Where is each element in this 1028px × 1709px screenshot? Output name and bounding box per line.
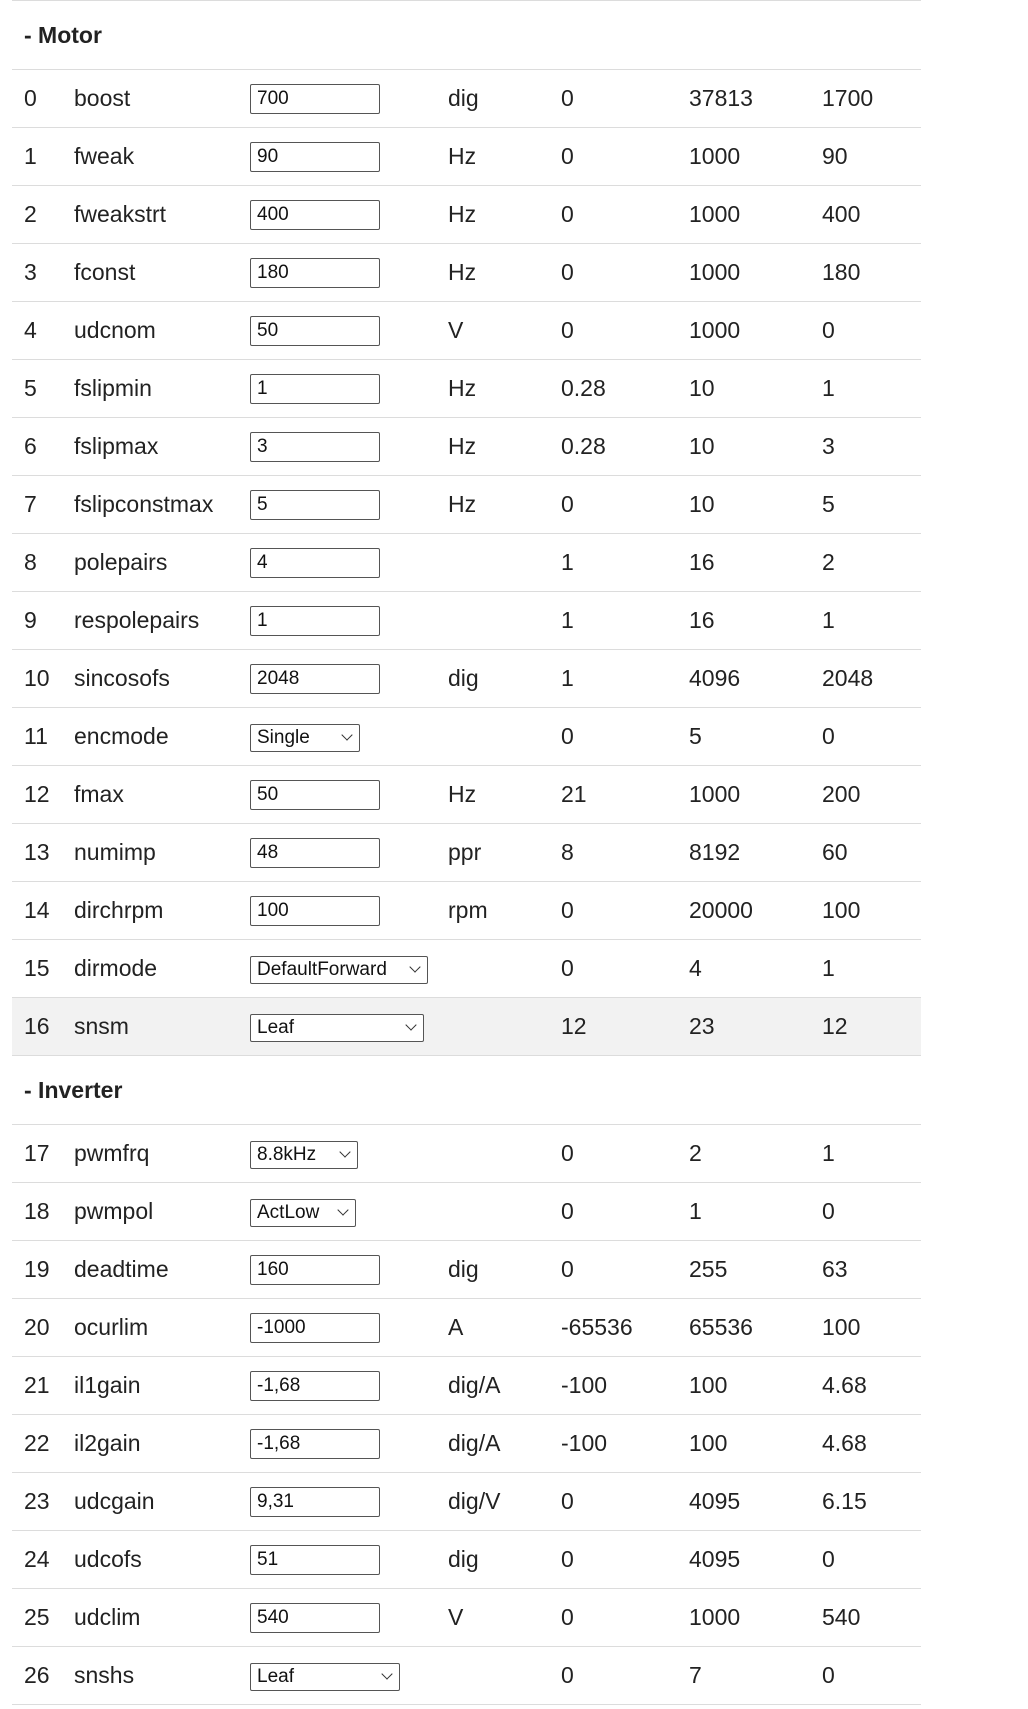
param-value-cell — [238, 476, 436, 534]
param-default: 6.15 — [810, 1473, 921, 1531]
param-index: 8 — [12, 534, 62, 592]
param-max: 4 — [677, 940, 810, 998]
param-max: 16 — [677, 534, 810, 592]
table-row — [12, 302, 921, 360]
param-value-input[interactable] — [250, 316, 380, 346]
param-value-cell — [238, 186, 436, 244]
table-row — [12, 1531, 921, 1589]
chevron-down-icon — [409, 961, 420, 972]
parameter-table — [12, 0, 921, 1705]
param-unit: A — [436, 1299, 549, 1357]
category-row — [12, 1, 921, 70]
param-value-select[interactable] — [250, 1014, 424, 1042]
param-unit — [436, 1647, 549, 1705]
param-value-cell — [238, 650, 436, 708]
param-unit — [436, 1125, 549, 1183]
param-min: 0 — [549, 476, 677, 534]
param-default: 12 — [810, 998, 921, 1056]
param-index: 7 — [12, 476, 62, 534]
param-max: 7 — [677, 1647, 810, 1705]
param-max: 10 — [677, 418, 810, 476]
param-index: 12 — [12, 766, 62, 824]
param-default: 63 — [810, 1241, 921, 1299]
param-value-cell — [238, 534, 436, 592]
param-max: 37813 — [677, 70, 810, 128]
param-name: respolepairs — [62, 592, 238, 650]
param-value-input[interactable] — [250, 548, 380, 578]
param-index: 11 — [12, 708, 62, 766]
param-default: 400 — [810, 186, 921, 244]
table-row — [12, 128, 921, 186]
param-value-select[interactable] — [250, 724, 360, 752]
param-name: dirchrpm — [62, 882, 238, 940]
param-value-cell — [238, 70, 436, 128]
param-min: 21 — [549, 766, 677, 824]
table-row — [12, 824, 921, 882]
param-min: 8 — [549, 824, 677, 882]
param-unit: dig — [436, 70, 549, 128]
param-default: 1 — [810, 1125, 921, 1183]
param-unit: Hz — [436, 476, 549, 534]
param-name: snshs — [62, 1647, 238, 1705]
param-min: 1 — [549, 650, 677, 708]
select-value: Leaf — [257, 1665, 294, 1687]
param-name: dirmode — [62, 940, 238, 998]
table-row — [12, 1125, 921, 1183]
param-index: 26 — [12, 1647, 62, 1705]
param-default: 3 — [810, 418, 921, 476]
param-index: 15 — [12, 940, 62, 998]
param-name: pwmfrq — [62, 1125, 238, 1183]
param-max: 16 — [677, 592, 810, 650]
table-row — [12, 186, 921, 244]
table-row — [12, 360, 921, 418]
param-unit: ppr — [436, 824, 549, 882]
select-value: DefaultForward — [257, 958, 387, 980]
param-max: 2 — [677, 1125, 810, 1183]
param-value-cell — [238, 244, 436, 302]
param-max: 4095 — [677, 1531, 810, 1589]
param-value-input[interactable] — [250, 374, 380, 404]
param-index: 9 — [12, 592, 62, 650]
param-unit: Hz — [436, 766, 549, 824]
param-value-select[interactable] — [250, 1199, 356, 1227]
param-unit — [436, 998, 549, 1056]
param-min: 0 — [549, 940, 677, 998]
param-index: 6 — [12, 418, 62, 476]
param-min: 0.28 — [549, 360, 677, 418]
param-unit: dig/A — [436, 1415, 549, 1473]
category-title: - Inverter — [12, 1056, 921, 1125]
param-default: 1 — [810, 592, 921, 650]
param-index: 22 — [12, 1415, 62, 1473]
param-value-cell — [238, 998, 436, 1056]
table-row — [12, 476, 921, 534]
param-unit: rpm — [436, 882, 549, 940]
param-max: 5 — [677, 708, 810, 766]
param-index: 19 — [12, 1241, 62, 1299]
param-min: 1 — [549, 592, 677, 650]
param-max: 1000 — [677, 766, 810, 824]
param-unit: V — [436, 1589, 549, 1647]
param-value-input[interactable] — [250, 1313, 380, 1343]
table-row — [12, 998, 921, 1056]
param-unit: Hz — [436, 244, 549, 302]
table-row — [12, 1183, 921, 1241]
param-value-input[interactable] — [250, 780, 380, 810]
param-name: sincosofs — [62, 650, 238, 708]
param-value-cell — [238, 1589, 436, 1647]
table-row — [12, 244, 921, 302]
param-min: -65536 — [549, 1299, 677, 1357]
param-max: 65536 — [677, 1299, 810, 1357]
chevron-down-icon — [339, 1146, 350, 1157]
param-value-select[interactable] — [250, 956, 428, 984]
param-name: udcnom — [62, 302, 238, 360]
param-max: 10 — [677, 360, 810, 418]
param-unit — [436, 708, 549, 766]
param-index: 21 — [12, 1357, 62, 1415]
param-name: fweakstrt — [62, 186, 238, 244]
param-min: 0 — [549, 708, 677, 766]
param-name: encmode — [62, 708, 238, 766]
param-index: 0 — [12, 70, 62, 128]
param-name: pwmpol — [62, 1183, 238, 1241]
param-value-cell — [238, 824, 436, 882]
param-default: 2 — [810, 534, 921, 592]
param-name: fconst — [62, 244, 238, 302]
param-default: 180 — [810, 244, 921, 302]
param-value-cell — [238, 708, 436, 766]
param-unit: dig/V — [436, 1473, 549, 1531]
param-default: 90 — [810, 128, 921, 186]
chevron-down-icon — [381, 1668, 392, 1679]
select-value: Leaf — [257, 1016, 294, 1038]
table-row — [12, 70, 921, 128]
category-title: - Motor — [12, 1, 921, 70]
table-row — [12, 708, 921, 766]
param-default: 100 — [810, 882, 921, 940]
param-max: 10 — [677, 476, 810, 534]
param-default: 200 — [810, 766, 921, 824]
param-max: 1000 — [677, 186, 810, 244]
param-min: 12 — [549, 998, 677, 1056]
param-name: fmax — [62, 766, 238, 824]
param-value-cell — [238, 1241, 436, 1299]
param-default: 1 — [810, 940, 921, 998]
param-value-input[interactable] — [250, 1429, 380, 1459]
table-row — [12, 534, 921, 592]
param-value-cell — [238, 128, 436, 186]
param-value-input[interactable] — [250, 896, 380, 926]
param-index: 13 — [12, 824, 62, 882]
param-index: 10 — [12, 650, 62, 708]
param-name: fweak — [62, 128, 238, 186]
param-max: 255 — [677, 1241, 810, 1299]
param-name: il1gain — [62, 1357, 238, 1415]
param-unit: dig — [436, 1241, 549, 1299]
param-index: 23 — [12, 1473, 62, 1531]
param-value-cell — [238, 418, 436, 476]
category-row — [12, 1056, 921, 1125]
param-value-input[interactable] — [250, 84, 380, 114]
param-default: 0 — [810, 1647, 921, 1705]
param-index: 2 — [12, 186, 62, 244]
param-name: fslipmin — [62, 360, 238, 418]
table-row — [12, 1299, 921, 1357]
param-index: 14 — [12, 882, 62, 940]
param-unit — [436, 1183, 549, 1241]
param-value-input[interactable] — [250, 490, 380, 520]
select-value: 8.8kHz — [257, 1143, 317, 1165]
param-value-cell — [238, 1299, 436, 1357]
table-row — [12, 592, 921, 650]
param-default: 2048 — [810, 650, 921, 708]
param-default: 1700 — [810, 70, 921, 128]
param-name: udcgain — [62, 1473, 238, 1531]
param-max: 8192 — [677, 824, 810, 882]
param-value-input[interactable] — [250, 1255, 380, 1285]
param-min: 0 — [549, 1125, 677, 1183]
table-row — [12, 1241, 921, 1299]
param-unit: dig/A — [436, 1357, 549, 1415]
param-value-cell — [238, 1415, 436, 1473]
param-max: 4096 — [677, 650, 810, 708]
param-max: 1000 — [677, 128, 810, 186]
param-value-select[interactable] — [250, 1663, 400, 1691]
param-name: udclim — [62, 1589, 238, 1647]
table-row — [12, 1415, 921, 1473]
param-name: il2gain — [62, 1415, 238, 1473]
param-unit: Hz — [436, 186, 549, 244]
param-value-input[interactable] — [250, 1371, 380, 1401]
param-default: 0 — [810, 1531, 921, 1589]
param-min: 0.28 — [549, 418, 677, 476]
param-default: 0 — [810, 302, 921, 360]
param-value-input[interactable] — [250, 1487, 380, 1517]
parameter-table-body — [12, 1, 921, 1705]
param-value-cell — [238, 766, 436, 824]
param-min: 0 — [549, 1473, 677, 1531]
param-min: 0 — [549, 1241, 677, 1299]
param-default: 4.68 — [810, 1415, 921, 1473]
param-min: 0 — [549, 302, 677, 360]
param-value-cell — [238, 302, 436, 360]
param-max: 1000 — [677, 302, 810, 360]
param-name: deadtime — [62, 1241, 238, 1299]
param-index: 24 — [12, 1531, 62, 1589]
param-index: 25 — [12, 1589, 62, 1647]
param-unit — [436, 592, 549, 650]
param-min: 0 — [549, 244, 677, 302]
table-row — [12, 1357, 921, 1415]
param-name: fslipmax — [62, 418, 238, 476]
param-max: 100 — [677, 1357, 810, 1415]
param-default: 4.68 — [810, 1357, 921, 1415]
param-index: 18 — [12, 1183, 62, 1241]
param-unit — [436, 940, 549, 998]
param-min: 0 — [549, 1647, 677, 1705]
select-value: Single — [257, 726, 310, 748]
param-value-input[interactable] — [250, 606, 380, 636]
param-value-cell — [238, 1647, 436, 1705]
table-row — [12, 650, 921, 708]
param-value-cell — [238, 1183, 436, 1241]
table-row — [12, 940, 921, 998]
param-min: 1 — [549, 534, 677, 592]
param-unit: dig — [436, 650, 549, 708]
param-value-input[interactable] — [250, 432, 380, 462]
param-value-select[interactable] — [250, 1141, 358, 1169]
param-default: 5 — [810, 476, 921, 534]
param-value-cell — [238, 1125, 436, 1183]
param-max: 1000 — [677, 1589, 810, 1647]
param-index: 1 — [12, 128, 62, 186]
param-value-input[interactable] — [250, 200, 380, 230]
param-default: 1 — [810, 360, 921, 418]
param-name: polepairs — [62, 534, 238, 592]
param-unit: Hz — [436, 128, 549, 186]
param-name: ocurlim — [62, 1299, 238, 1357]
param-max: 4095 — [677, 1473, 810, 1531]
param-unit: V — [436, 302, 549, 360]
param-unit — [436, 534, 549, 592]
param-max: 23 — [677, 998, 810, 1056]
param-value-input[interactable] — [250, 258, 380, 288]
param-unit: Hz — [436, 418, 549, 476]
param-index: 17 — [12, 1125, 62, 1183]
param-min: 0 — [549, 186, 677, 244]
param-value-input[interactable] — [250, 1603, 380, 1633]
param-value-cell — [238, 882, 436, 940]
select-value: ActLow — [257, 1201, 320, 1223]
chevron-down-icon — [337, 1204, 348, 1215]
param-min: 0 — [549, 128, 677, 186]
param-index: 5 — [12, 360, 62, 418]
param-min: 0 — [549, 1589, 677, 1647]
param-max: 1 — [677, 1183, 810, 1241]
param-name: fslipconstmax — [62, 476, 238, 534]
param-value-cell — [238, 1473, 436, 1531]
param-value-input[interactable] — [250, 1545, 380, 1575]
param-value-input[interactable] — [250, 838, 380, 868]
table-row — [12, 882, 921, 940]
param-min: 0 — [549, 1183, 677, 1241]
table-row — [12, 1473, 921, 1531]
param-min: 0 — [549, 70, 677, 128]
table-row — [12, 1589, 921, 1647]
param-value-cell — [238, 1357, 436, 1415]
param-default: 100 — [810, 1299, 921, 1357]
param-max: 1000 — [677, 244, 810, 302]
chevron-down-icon — [405, 1019, 416, 1030]
param-unit: Hz — [436, 360, 549, 418]
param-name: boost — [62, 70, 238, 128]
param-value-input[interactable] — [250, 664, 380, 694]
table-row — [12, 766, 921, 824]
table-row — [12, 418, 921, 476]
param-min: -100 — [549, 1357, 677, 1415]
param-default: 0 — [810, 708, 921, 766]
param-index: 20 — [12, 1299, 62, 1357]
param-max: 100 — [677, 1415, 810, 1473]
param-default: 0 — [810, 1183, 921, 1241]
param-name: snsm — [62, 998, 238, 1056]
param-index: 4 — [12, 302, 62, 360]
param-index: 3 — [12, 244, 62, 302]
param-value-input[interactable] — [250, 142, 380, 172]
chevron-down-icon — [341, 729, 352, 740]
param-default: 60 — [810, 824, 921, 882]
param-index: 16 — [12, 998, 62, 1056]
param-name: numimp — [62, 824, 238, 882]
param-unit: dig — [436, 1531, 549, 1589]
param-value-cell — [238, 360, 436, 418]
param-min: 0 — [549, 882, 677, 940]
param-default: 540 — [810, 1589, 921, 1647]
param-value-cell — [238, 592, 436, 650]
param-name: udcofs — [62, 1531, 238, 1589]
param-value-cell — [238, 1531, 436, 1589]
param-min: 0 — [549, 1531, 677, 1589]
param-max: 20000 — [677, 882, 810, 940]
table-row — [12, 1647, 921, 1705]
param-value-cell — [238, 940, 436, 998]
param-min: -100 — [549, 1415, 677, 1473]
